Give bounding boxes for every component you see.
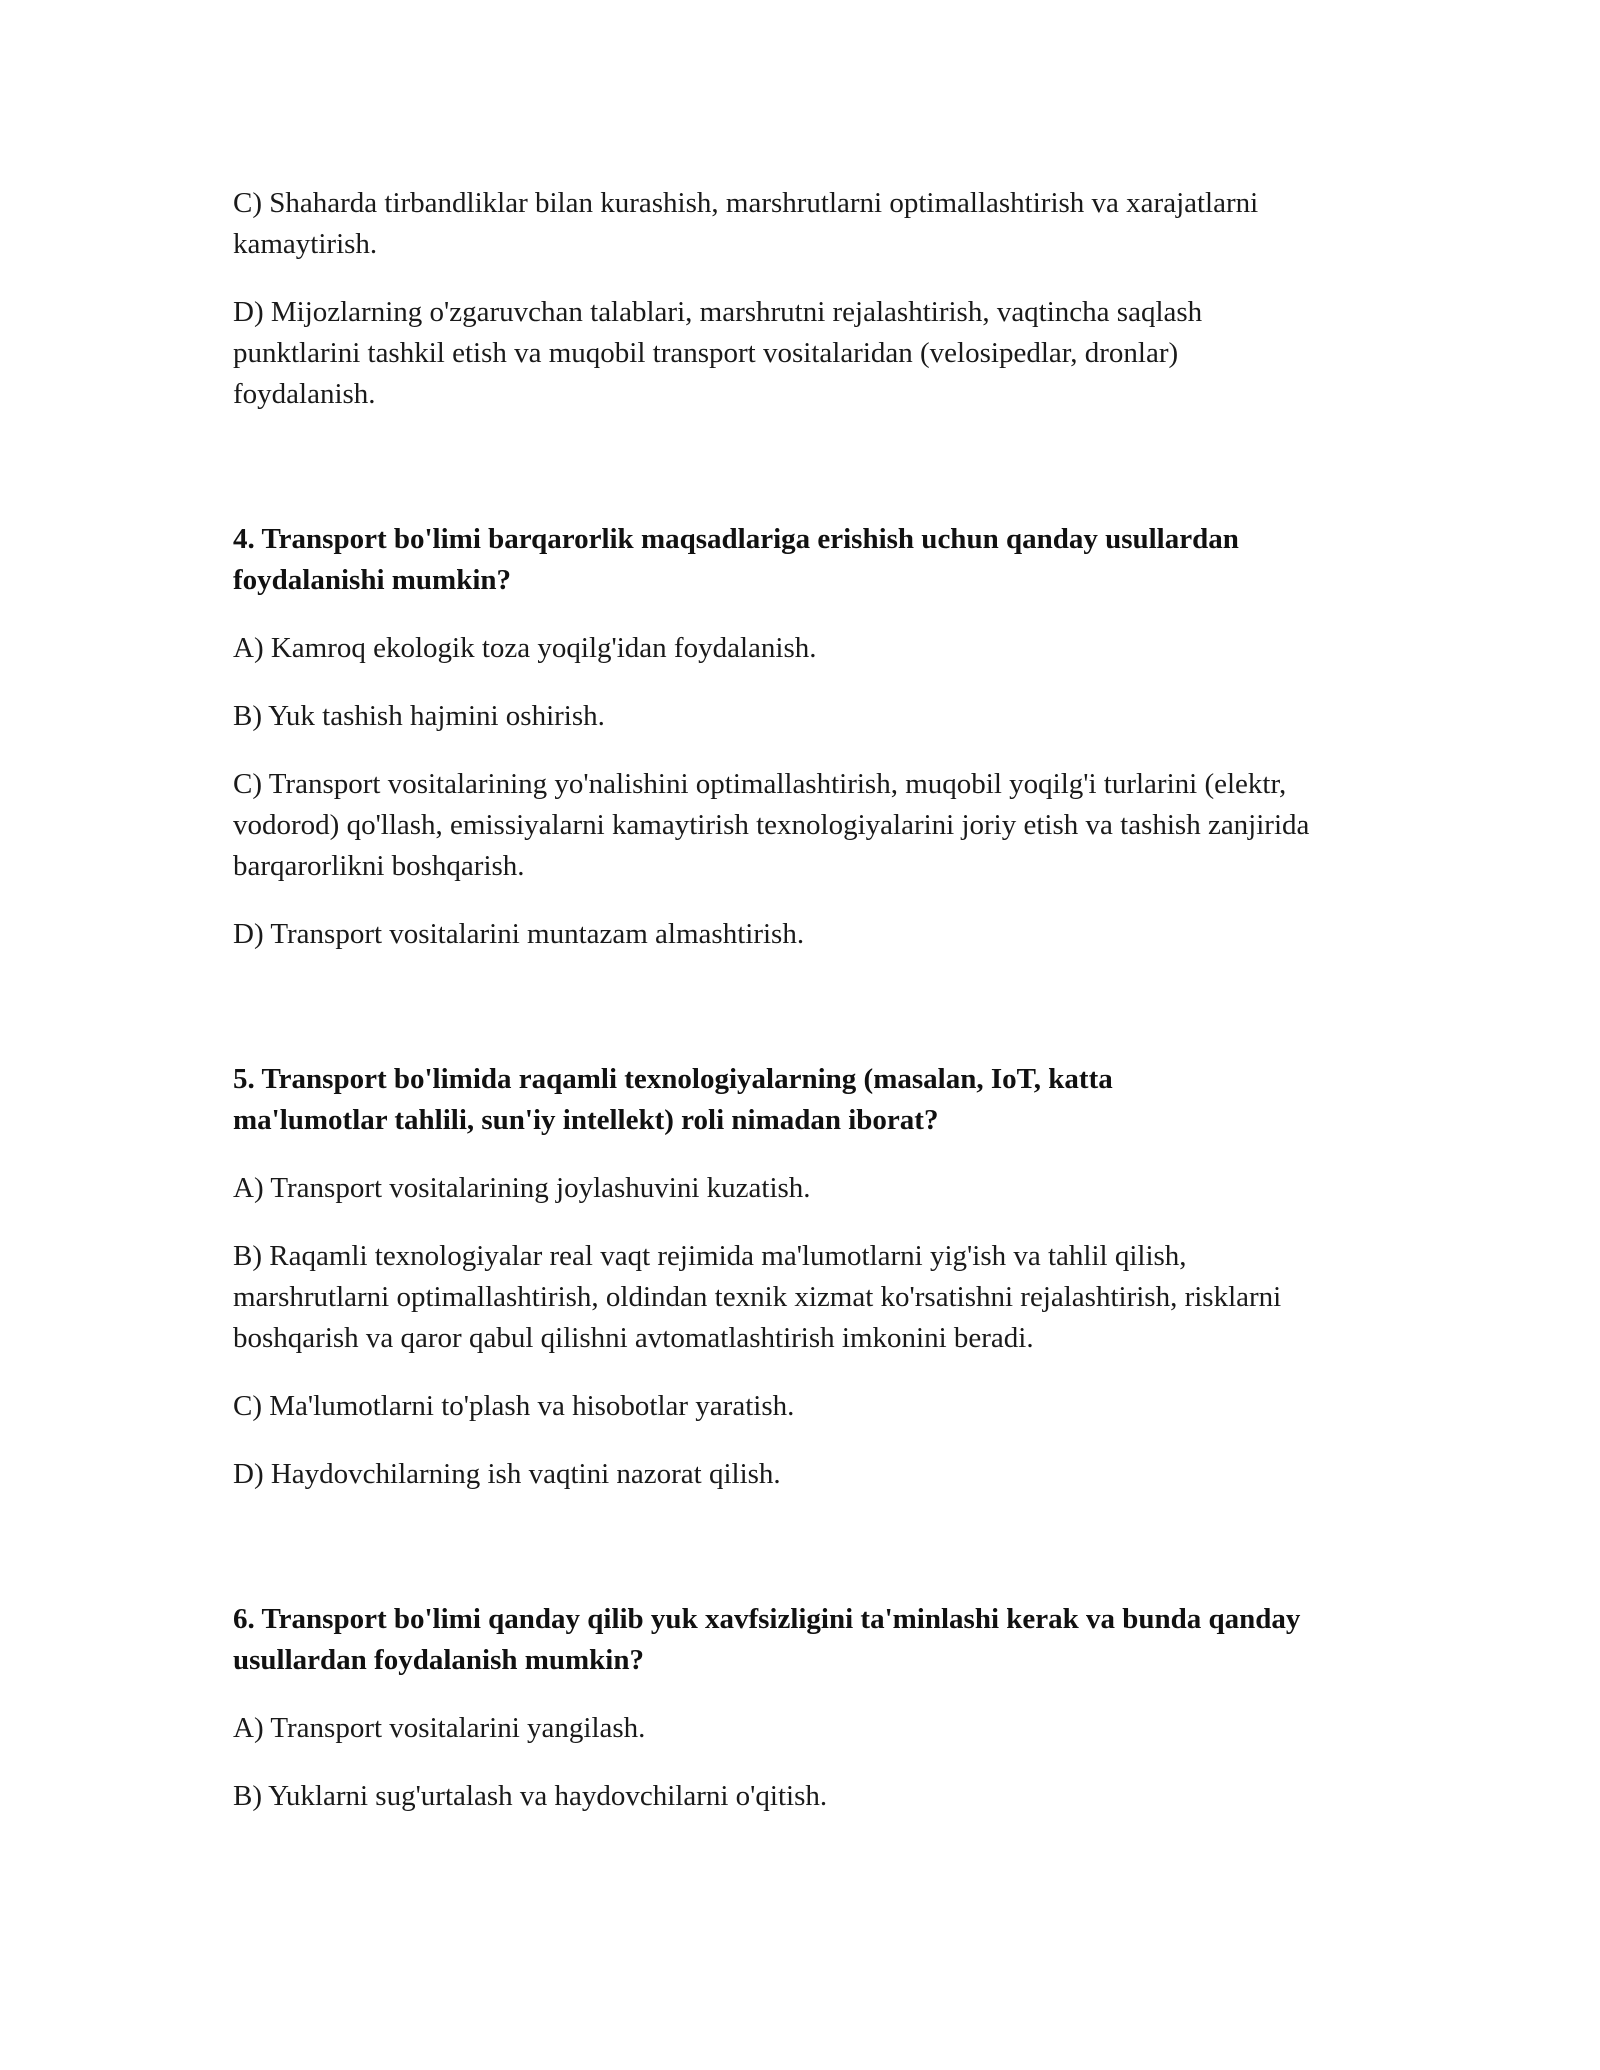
question-title: 6. Transport bo'limi qanday qilib yuk xavfsizligini ta'minlashi kerak va bunda qanday usullardan foydalanish mumkin?: [233, 1603, 1301, 1676]
section-spacer: [233, 982, 1383, 1059]
answer-option-b: B) Yuk tashish hajmini oshirish.: [233, 700, 605, 732]
question-5: [233, 1059, 1383, 1495]
answer-option-a: A) Kamroq ekologik toza yoqilg'idan foydalanish.: [233, 632, 817, 664]
answer-option-b: B) Raqamli texnologiyalar real vaqt rejimida ma'lumotlarni yig'ish va tahlil qilish, marshrutlarni optimallashtirish, oldindan texnik xizmat ko'rsatishni rejalashtirish, risklarni boshqarish va qaror qabul qilishni avtomatlashtirish imkonini beradi.: [233, 1240, 1282, 1354]
answer-option-c: C) Shaharda tirbandliklar bilan kurashish, marshrutlarni optimallashtirish va xarajatlarni kamaytirish.: [233, 187, 1259, 260]
section-spacer: [233, 1522, 1383, 1599]
answer-option-d: D) Transport vositalarini muntazam almashtirish.: [233, 918, 805, 950]
question-title: 5. Transport bo'limida raqamli texnologiyalarning (masalan, IoT, katta ma'lumotlar tahlili, sun'iy intellekt) roli nimadan iborat?: [233, 1063, 1113, 1136]
question-title: 4. Transport bo'limi barqarorlik maqsadlariga erishish uchun qanday usullardan foydalanishi mumkin?: [233, 523, 1239, 596]
question-6: [233, 1599, 1383, 1817]
answer-option-c: C) Ma'lumotlarni to'plash va hisobotlar yaratish.: [233, 1390, 795, 1422]
question-3-continuation: [233, 183, 1383, 415]
answer-option-d: D) Haydovchilarning ish vaqtini nazorat qilish.: [233, 1458, 781, 1490]
answer-option-b: B) Yuklarni sug'urtalash va haydovchilarni o'qitish.: [233, 1780, 828, 1812]
answer-option-a: A) Transport vositalarini yangilash.: [233, 1712, 646, 1744]
question-4: [233, 519, 1383, 955]
section-spacer: [233, 442, 1383, 519]
answer-option-a: A) Transport vositalarining joylashuvini kuzatish.: [233, 1172, 811, 1204]
answer-option-c: C) Transport vositalarining yo'nalishini optimallashtirish, muqobil yoqilg'i turlarini (elektr, vodorod) qo'llash, emissiyalarni kamaytirish texnologiyalarini joriy etish va tashish zanjirida barqarorlikni boshqarish.: [233, 768, 1310, 882]
document-page: [233, 183, 1383, 1844]
answer-option-d: D) Mijozlarning o'zgaruvchan talablari, marshrutni rejalashtirish, vaqtincha saqlash punktlarini tashkil etish va muqobil transport vositalaridan (velosipedlar, dronlar) foydalanish.: [233, 296, 1203, 410]
